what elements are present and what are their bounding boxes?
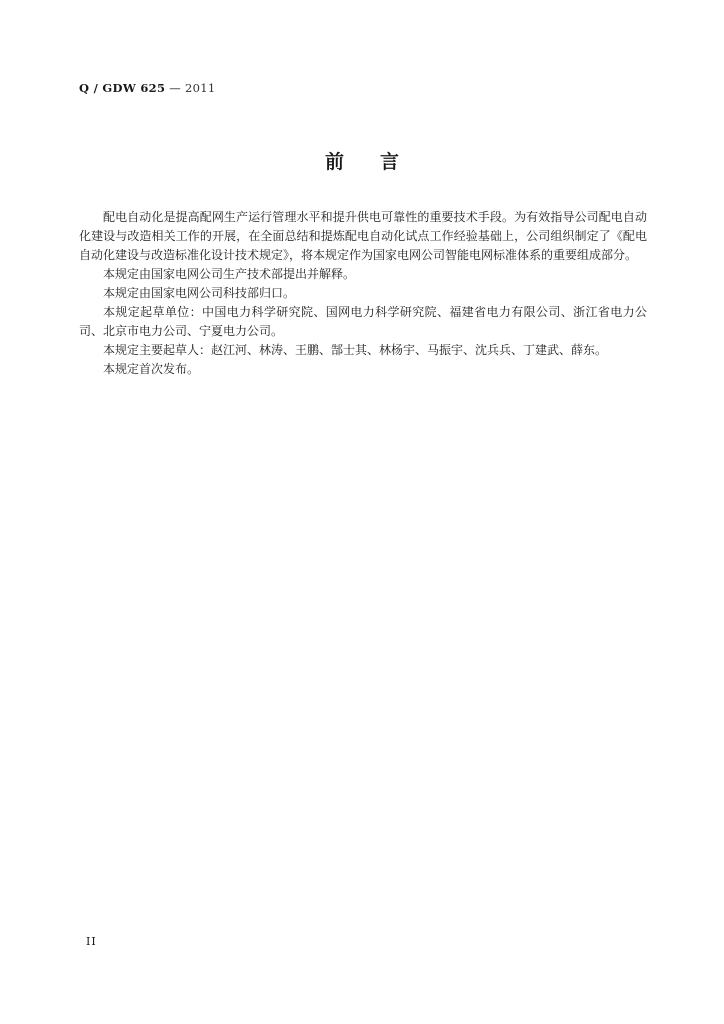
page-number: II [86, 935, 97, 948]
paragraph-proposer: 本规定由国家电网公司生产技术部提出并解释。 [103, 267, 356, 281]
foreword-body [79, 208, 647, 379]
standard-number: Q / GDW 625 [79, 81, 166, 95]
paragraph-drafters: 本规定主要起草人：赵江河、林涛、王鹏、郜士其、林杨宇、马振宇、沈兵兵、丁建武、薛东。 [103, 343, 608, 357]
paragraph-administrator: 本规定由国家电网公司科技部归口。 [103, 286, 296, 300]
paragraph-first-release: 本规定首次发布。 [103, 362, 200, 376]
code-separator: — [169, 81, 182, 95]
standard-year: 2011 [185, 81, 216, 95]
page-title: 前言 [324, 151, 435, 173]
paragraph-drafting-units: 本规定起草单位：中国电力科学研究院、国网电力科学研究院、福建省电力有限公司、浙江省电力公司、北京市电力公司、宁夏电力公司。 [79, 305, 647, 338]
document-code [79, 81, 215, 95]
paragraph-intro: 配电自动化是提高配网生产运行管理水平和提升供电可靠性的重要技术手段。为有效指导公司配电自动化建设与改造相关工作的开展，在全面总结和提炼配电自动化试点工作经验基础上，公司组织制定了《配电自动化建设与改造标准化设计技术规定》，将本规定作为国家电网公司智能电网标准体系的重要组成部分。 [79, 210, 647, 262]
